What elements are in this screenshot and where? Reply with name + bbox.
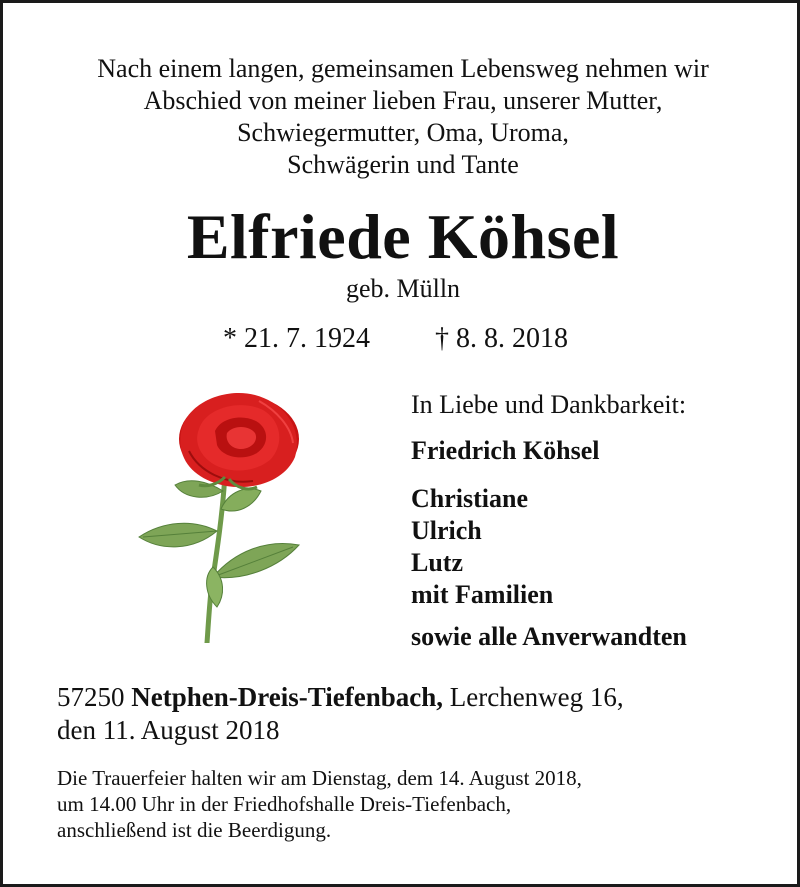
address-street: Lerchenweg 16, (449, 682, 624, 712)
funeral-line: Die Trauerfeier halten wir am Dienstag, dem 14. August 2018, (57, 766, 582, 790)
mourners-intro: In Liebe und Dankbarkeit: (411, 390, 687, 419)
address-line (57, 681, 624, 714)
intro-line: Nach einem langen, gemeinsamen Lebensweg nehmen wir (97, 54, 709, 83)
rose-icon (133, 381, 313, 643)
mourner-child: Lutz (411, 548, 463, 577)
address-city: Netphen-Dreis-Tiefenbach, (131, 682, 443, 712)
intro-line: Schwiegermutter, Oma, Uroma, (237, 118, 569, 147)
address-zip: 57250 (57, 682, 125, 712)
mourner-child: Ulrich (411, 516, 482, 545)
mourner-child: Christiane (411, 484, 528, 513)
death-date: † 8. 8. 2018 (435, 323, 568, 354)
deceased-name: Elfriede Köhsel (186, 201, 620, 272)
funeral-line: anschließend ist die Beerdigung. (57, 818, 332, 842)
mourner-relatives: sowie alle Anverwandten (411, 622, 687, 651)
birth-date: * 21. 7. 1924 (223, 323, 370, 354)
intro-text (3, 53, 800, 181)
funeral-info (57, 765, 582, 843)
notice-date: den 11. August 2018 (57, 715, 280, 745)
address-block (57, 681, 624, 747)
intro-line: Abschied von meiner lieben Frau, unserer Mutter, (143, 86, 663, 115)
intro-line: Schwägerin und Tante (287, 150, 519, 179)
mourners-list (411, 389, 687, 653)
mourner-families: mit Familien (411, 580, 554, 609)
maiden-name: geb. Mülln (345, 274, 461, 303)
funeral-line: um 14.00 Uhr in der Friedhofshalle Dreis-Tiefenbach, (57, 792, 512, 816)
mourner-husband: Friedrich Köhsel (411, 436, 600, 465)
